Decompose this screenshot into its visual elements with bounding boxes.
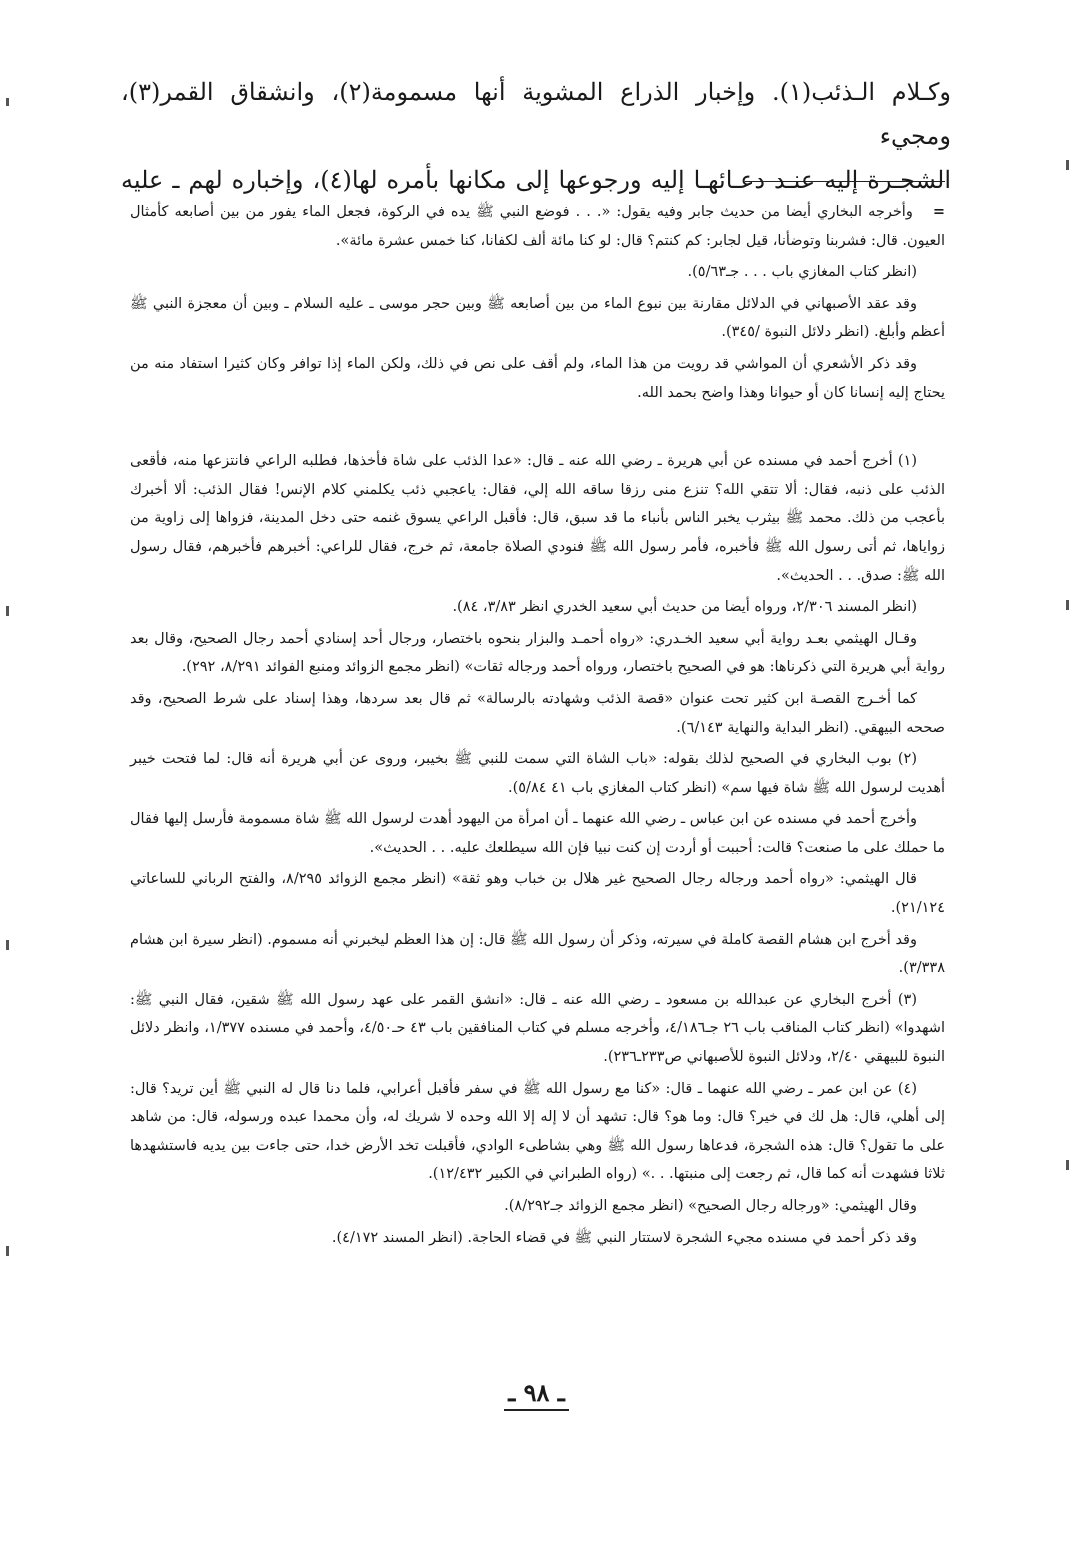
main-body-text [121,70,951,202]
footnote-paragraph: وقد ذكر أحمد في مسنده مجيء الشجرة لاستتار النبي ﷺ في قضاء الحاجة. (انظر المسند ٤/١٧٢). [331,1229,917,1246]
scan-edge-mark [1066,160,1069,170]
footnote-2: (٢) بوب البخاري في الصحيح لذلك بقوله: «باب الشاة التي سمت للنبي ﷺ بخيبر، وروى عن أبي هريرة أنه قال: لما فتحت خيبر أهديت لرسول الله ﷺ شاة فيها سم» (انظر كتاب المغازي باب ٤١ ٥/٨٤). [130,751,945,796]
scan-edge-mark [6,940,9,950]
scan-edge-mark [1066,600,1069,610]
continuation-marker: = [932,203,945,220]
scan-edge-mark [6,98,9,106]
footnotes-section [130,198,945,1255]
footnote-paragraph: وأخرج أحمد في مسنده عن ابن عباس ـ رضي الله عنهما ـ أن امرأة من اليهود أهدت لرسول الله ﷺ شاة مسمومة فأرسل إليها فقال ما حملك على ما صنعت؟ قالت: أحببت أو أردت إن كنت نبيا فإن الله سيطلعك عليه. . . الحديث». [130,811,945,856]
footnote-gap [130,410,945,447]
footnote-paragraph: وقال الهيثمي: «ورجاله رجال الصحيح» (انظر مجمع الزوائد جـ٨/٢٩٢). [504,1198,917,1214]
page-number [0,1378,1073,1411]
scan-edge-mark [6,1246,9,1256]
scan-edge-mark [6,606,9,616]
main-text-line: الشجـرة إليه عنـد دعـائهـا إليه ورجوعها إلى مكانها بأمره لها(٤)، وإخباره لهم ـ عليه [121,166,951,194]
page-number-text: ـ ٩٨ ـ [504,1378,569,1411]
main-text-line: وكـلام الـذئب(١). وإخبار الذراع المشوية أنها مسمومة(٢)، وانشقاق القمر(٣)، ومجيء [121,78,951,150]
scan-edge-mark [1066,1160,1069,1170]
footnote-continued-paragraph: (انظر كتاب المغازي باب . . . جـ٥/٦٣). [687,264,917,281]
footnote-paragraph: وقـال الهيثمي بعـد رواية أبي سعيد الخـدري: «رواه أحمـد والبزار بنحوه باختصار، ورجال أحد إسنادي أحمد رجال الصحيح، وقال بعد رواية أبي هريرة التي ذكرناها: هو في الصحيح باختصار، ورواه أحمد ورجاله ثقات» (انظر مجمع الزوائد ومنبع الفوائد ٨/٢٩١، ٢٩٢). [130,630,945,676]
footnote-separator [745,181,945,182]
footnote-paragraph: كما أخـرج القصـة ابن كثير تحت عنوان «قصة الذئب وشهادته بالرسالة» ثم قال بعد سردها، وهذا إسناد على شرط الصحيح، وقد صححه البيهقي. (انظر البداية والنهاية ٦/١٤٣). [130,690,945,736]
footnote-paragraph: قال الهيثمي: «رواه أحمد ورجاله رجال الصحيح غير هلال بن خباب وهو ثقة» (انظر مجمع الزوائد ٨/٢٩٥، والفتح الرباني للساعاتي ٢١/١٢٤). [130,871,945,917]
footnote-continued-paragraph [130,198,945,255]
footnote-paragraph: وقد أخرج ابن هشام القصة كاملة في سيرته، وذكر أن رسول الله ﷺ قال: إن هذا العظم ليخبرني أنه مسموم. (انظر سيرة ابن هشام ٣/٣٣٨). [130,931,945,977]
footnote-4: (٤) عن ابن عمر ـ رضي الله عنهما ـ قال: «كنا مع رسول الله ﷺ في سفر فأقبل أعرابي، فلما دنا قال له النبي ﷺ أين تريد؟ قال: إلى أهلي، قال: هل لك في خير؟ قال: وما هو؟ قال: تشهد أن لا إله إلا الله وحده لا شريك له، وأن محمدا عبده ورسوله، قال: من شاهد على ما تقول؟ قال: هذه الشجرة، فدعاها رسول الله ﷺ وهي بشاطىء الوادي، فأقبلت تخد الأرض خدا، حتى جاءت بين يديه فاستشهدها ثلاثا فشهدت أنه كما قال، ثم رجعت إلى منبتها. . .» (رواه الطبراني في الكبير ١٢/٤٣٢). [130,1080,945,1183]
footnote-continued-paragraph: وقد ذكر الأشعري أن المواشي قد رويت من هذا الماء، ولم أقف على نص في ذلك، ولكن الماء إذا توافر وكان كثيرا استفاد منه من يحتاج إليه إنسانا كان أو حيوانا وهذا واضح بحمد الله. [130,355,945,401]
footnote-paragraph: (انظر المسند ٢/٣٠٦، ورواه أيضا من حديث أبي سعيد الخدري انظر ٣/٨٣، ٨٤). [452,599,917,616]
footnote-3: (٣) أخرج البخاري عن عبدالله بن مسعود ـ رضي الله عنه ـ قال: «انشق القمر على عهد رسول الله ﷺ شقين، فقال النبي ﷺ: اشهدوا» (انظر كتاب المناقب باب ٢٦ جـ٤/١٨٦، وأخرجه مسلم في كتاب المنافقين باب ٤٣ حـ٤/٥٠، وأحمد في مسنده ١/٣٧٧، وانظر دلائل النبوة للبيهقي ٢/٤٠، ودلائل النبوة للأصبهاني ص٢٣٣ـ٢٣٦). [130,991,945,1066]
footnote-continued-paragraph: وقد عقد الأصبهاني في الدلائل مقارنة بين نبوع الماء من بين أصابعه ﷺ وبين حجر موسى ـ عليه السلام ـ وبين أن معجزة النبي ﷺ أعظم وأبلغ. (انظر دلائل النبوة /٣٤٥). [130,295,945,341]
footnote-1: (١) أخرج أحمد في مسنده عن أبي هريرة ـ رضي الله عنه ـ قال: «عدا الذئب على شاة فأخذها، فطلبه الراعي فانتزعها منه، فأقعى الذئب على ذنبه، فقال: ألا تتقي الله؟ تنزع منى رزقا ساقه الله إلي، فقال: ياعجبي ذئب يكلمني كلام الإنس! فقال الذئب: ألا أخبرك بأعجب من ذلك. محمد ﷺ بيثرب يخبر الناس بأنباء ما قد سبق، قال: فأقبل الراعي يسوق غنمه حتى دخل المدينة، فزواها إلى زاوية من زواياها، ثم أتى رسول الله ﷺ فأخبره، فأمر رسول الله ﷺ فنودي الصلاة جامعة، ثم خرج، فقال للراعي: أخبرهم فأخبرهم، فقال رسول الله ﷺ: صدق. . . الحديث». [130,453,945,584]
footnote-text: وأخرجه البخاري أيضا من حديث جابر وفيه يقول: «. . . فوضع النبي ﷺ يده في الركوة، فجعل الماء يفور من بين أصابعه كأمثال العيون. قال: فشربنا وتوضأنا، قيل لجابر: كم كنتم؟ قال: لو كنا مائة ألف لكفانا، كنا خمس عشرة مائة». [130,204,945,249]
